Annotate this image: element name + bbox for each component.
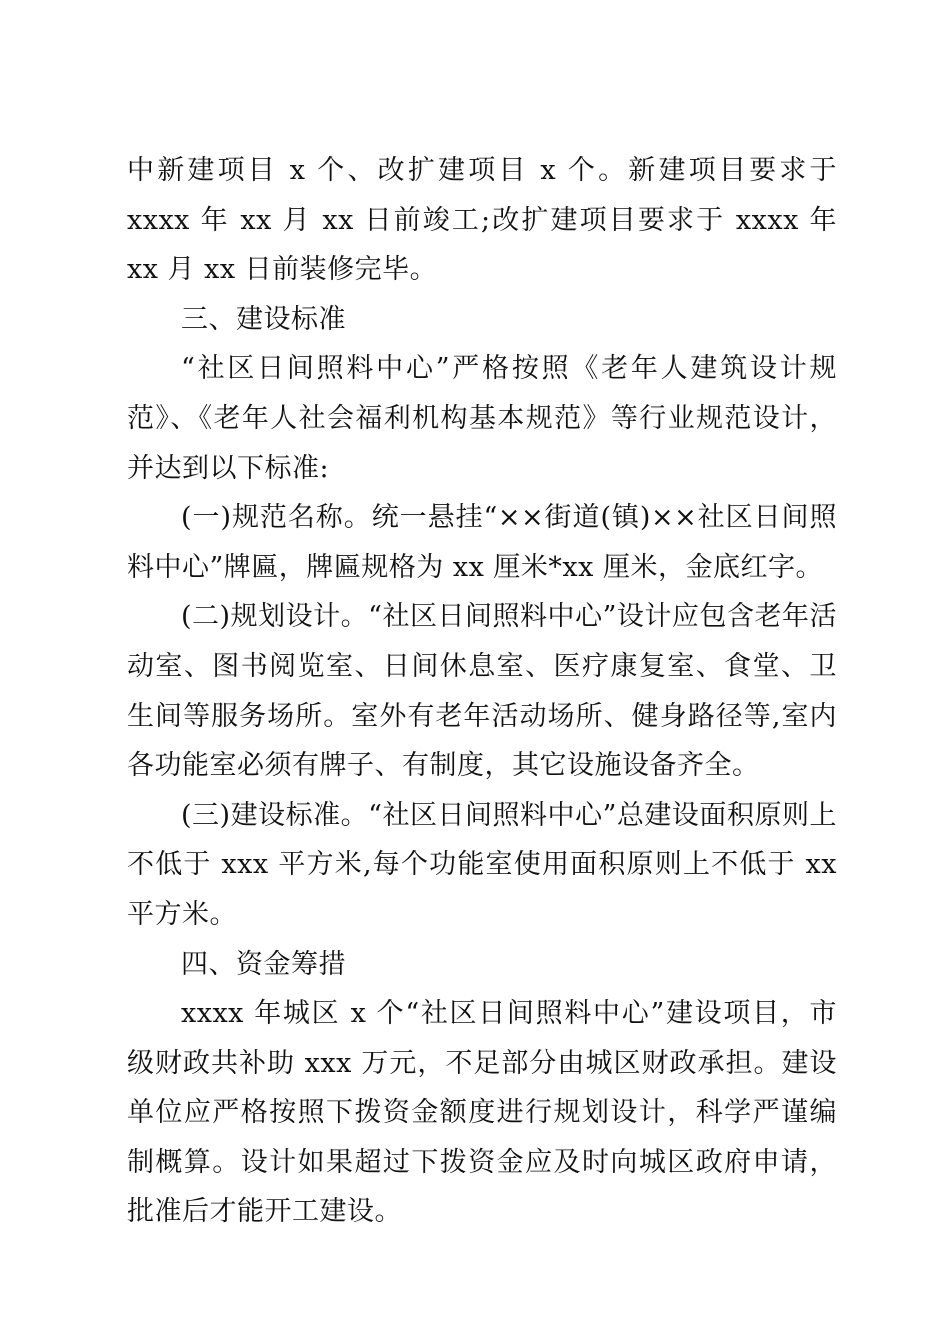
section-heading-funding: 四、资金筹措 (181, 948, 346, 980)
document-body (127, 146, 837, 1237)
paragraph-funding: xxxx 年城区 x 个“社区日间照料中心”建设项目，市级财政共补助 xxx 万元，不足部分由城区财政承担。建设单位应严格按照下拨资金额度进行规划设计，科学严谨编制概算。设计如果超过下拨资金应及时向城区政府申请，批准后才能开工建设。 (127, 998, 837, 1228)
paragraph-standards-intro: “社区日间照料中心”严格按照《老年人建筑设计规范》、《老年人社会福利机构基本规范》等行业规范设计，并达到以下标准: (127, 353, 837, 484)
section-heading-construction-standards: 三、建设标准 (181, 303, 346, 335)
paragraph-standard-name: (一)规范名称。统一悬挂“××街道(镇)××社区日间照料中心”牌匾，牌匾规格为 xx 厘米*xx 厘米，金底红字。 (127, 502, 837, 583)
paragraph-continuation: 中新建项目 x 个、改扩建项目 x 个。新建项目要求于 xxxx 年 xx 月 xx 日前竣工;改扩建项目要求于 xxxx 年 xx 月 xx 日前装修完毕。 (127, 155, 837, 286)
paragraph-standard-planning: (二)规划设计。“社区日间照料中心”设计应包含老年活动室、图书阅览室、日间休息室、医疗康复室、食堂、卫生间等服务场所。室外有老年活动场所、健身路径等,室内各功能室必须有牌子、有制度，其它设施设备齐全。 (127, 601, 837, 782)
paragraph-standard-construction: (三)建设标准。“社区日间照料中心”总建设面积原则上不低于 xxx 平方米,每个功能室使用面积原则上不低于 xx 平方米。 (127, 799, 837, 930)
